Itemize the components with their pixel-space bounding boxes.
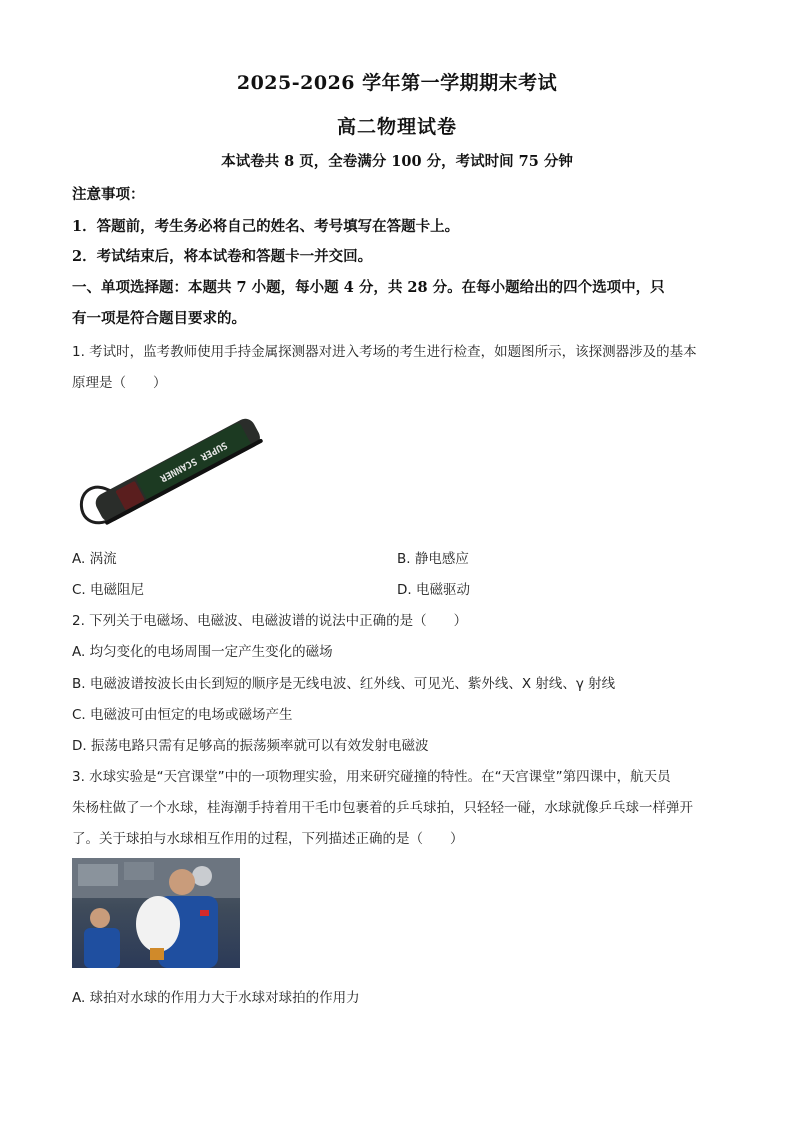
option-d: D. 电磁驱动 [397, 582, 470, 598]
option-c: C. 电磁波可由恒定的电场或磁场产生 [72, 707, 293, 723]
question-3-stem-cont: 朱杨柱做了一个水球，桂海潮手持着用干毛巾包裹着的乒乓球拍，只轻轻一碰，水球就像乒乓球一样弹开 [72, 800, 693, 816]
question-1-stem-cont: 原理是（ ） [72, 375, 167, 391]
astronaut-left-suit [84, 928, 120, 968]
section-heading: 一、单项选择题：本题共 7 小题，每小题 4 分，共 28 分。在每小题给出的四个选项中，只 [72, 279, 665, 296]
question-1-stem: 1. 考试时，监考教师使用手持金属探测器对进入考场的考生进行检查，如题图所示，该探测器涉及的基本 [72, 344, 697, 360]
notice-item: 1．答题前，考生务必将自己的姓名、考号填写在答题卡上。 [72, 218, 460, 235]
option-c: C. 电磁阻尼 [72, 582, 145, 598]
option-a: A. 均匀变化的电场周围一定产生变化的磁场 [72, 644, 333, 660]
astronaut-right-face [169, 869, 195, 895]
detector-body [92, 415, 263, 525]
option-a: A. 球拍对水球的作用力大于水球对球拍的作用力 [72, 990, 360, 1006]
metal-detector-image [72, 400, 267, 535]
flag-patch [200, 910, 209, 916]
option-b: B. 静电感应 [397, 551, 469, 567]
astronaut-left-face [90, 908, 110, 928]
question-3-stem: 3. 水球实验是“天宫课堂”中的一项物理实验，用来研究碰撞的特性。在“天宫课堂”第四课中，航天员 [72, 769, 671, 785]
detector-label: SUPER SCANNER [158, 439, 229, 484]
notice-item: 2．考试结束后，将本试卷和答题卡一并交回。 [72, 248, 373, 265]
paddle-icon [136, 896, 180, 952]
exam-subtitle: 高二物理试卷 [336, 116, 457, 138]
exam-title: 2025-2026 学年第一学期期末考试 [236, 72, 558, 94]
option-a: A. 涡流 [72, 551, 117, 567]
notice-heading: 注意事项： [72, 186, 145, 203]
space-station-photo [72, 858, 240, 968]
question-2-stem: 2. 下列关于电磁场、电磁波、电磁波谱的说法中正确的是（ ） [72, 613, 468, 629]
section-heading-cont: 有一项是符合题目要求的。 [72, 310, 246, 327]
question-3-stem-cont: 了。关于球拍与水球相互作用的过程，下列描述正确的是（ ） [72, 831, 464, 847]
exam-info: 本试卷共 8 页，全卷满分 100 分，考试时间 75 分钟 [221, 153, 573, 170]
option-b: B. 电磁波谱按波长由长到短的顺序是无线电波、红外线、可见光、紫外线、X 射线、γ 射线 [72, 676, 616, 692]
option-d: D. 振荡电路只需有足够高的振荡频率就可以有效发射电磁波 [72, 738, 429, 754]
